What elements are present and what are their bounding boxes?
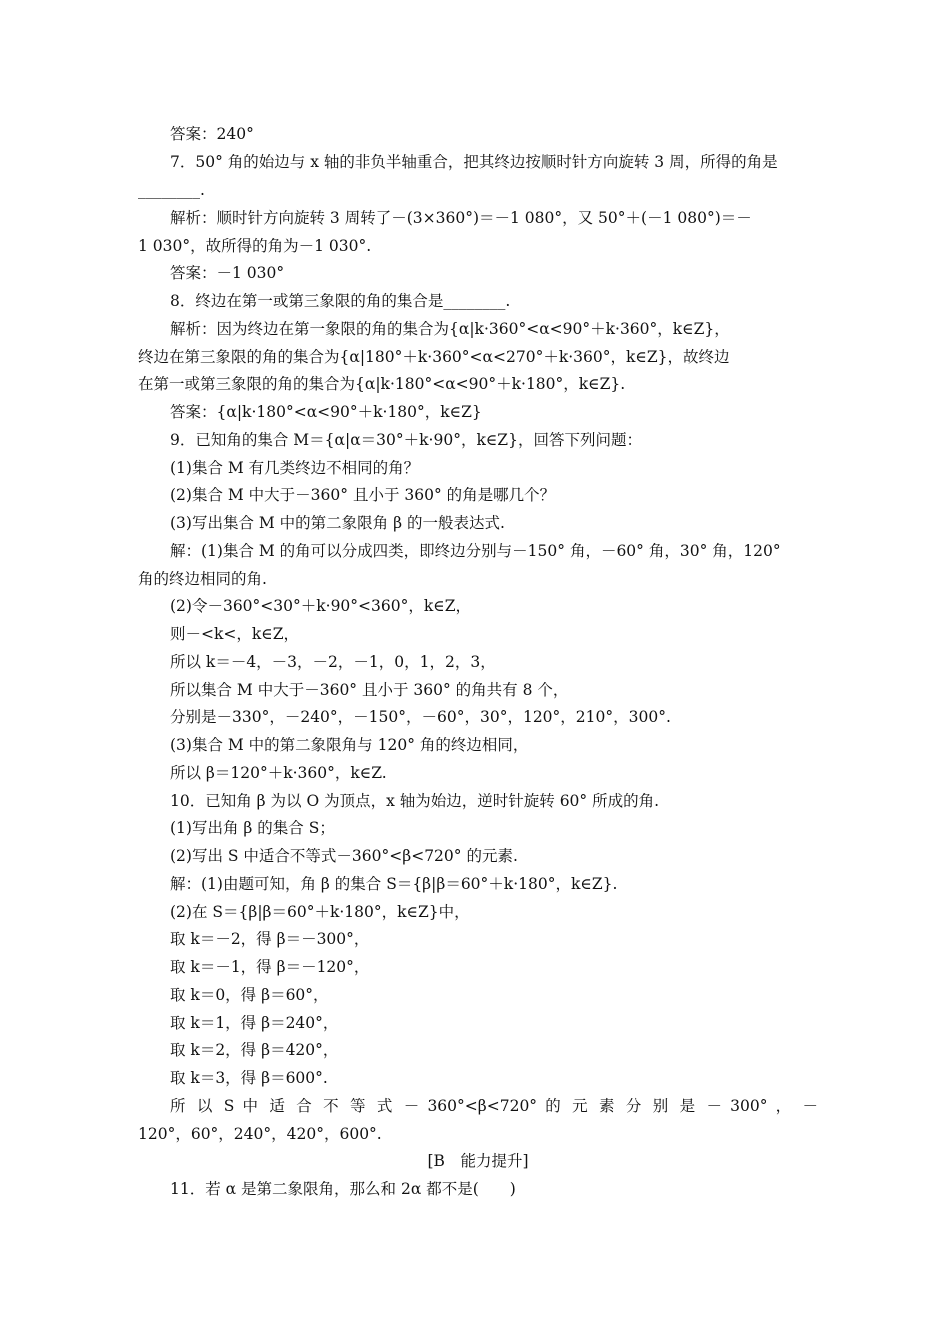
question-10: 10．已知角 β 为以 O 为顶点，x 轴为始边，逆时针旋转 60° 所成的角. bbox=[170, 792, 660, 810]
solution-9-3: (3)集合 M 中的第二象限角与 120° 角的终边相同， bbox=[170, 736, 529, 754]
solution-9-1-cont: 角的终边相同的角. bbox=[138, 570, 267, 588]
analysis-8: 解析：因为终边在第一象限的角的集合为{α|k·360°<α<90°＋k·360°，k∈Z}， bbox=[170, 320, 730, 338]
solution-9-1: 解：(1)集合 M 的角可以分成四类，即终边分别与－150° 角，－60° 角，30° 角，120° bbox=[170, 542, 781, 560]
solution-10-k-minus-1: 取 k＝－1，得 β＝－120°， bbox=[170, 958, 370, 976]
question-9: 9．已知角的集合 M＝{α|α＝30°＋k·90°，k∈Z}，回答下列问题： bbox=[170, 431, 642, 449]
solution-10-k-minus-2: 取 k＝－2，得 β＝－300°， bbox=[170, 930, 370, 948]
solution-10-conclusion: 所 以 S 中 适 合 不 等 式 － 360°<β<720° 的 元 素 分 别 是 － 300° ， － bbox=[170, 1097, 818, 1115]
solution-10-k-3: 取 k＝3，得 β＝600°. bbox=[170, 1069, 328, 1087]
analysis-8-cont-1: 终边在第三象限的角的集合为{α|180°＋k·360°<α<270°＋k·360°，k∈Z}，故终边 bbox=[138, 348, 730, 366]
answer-8: 答案：{α|k·180°<α<90°＋k·180°，k∈Z} bbox=[170, 403, 482, 421]
solution-10-conclusion-cont: 120°，60°，240°，420°，600°. bbox=[138, 1125, 382, 1143]
question-9-part-2: (2)集合 M 中大于－360° 且小于 360° 的角是哪几个？ bbox=[170, 486, 556, 504]
question-7-blank: ________. bbox=[138, 181, 205, 199]
solution-9-2-list: 分别是－330°，－240°，－150°，－60°，30°，120°，210°，300°. bbox=[170, 708, 671, 726]
section-heading: [B 能力提升] bbox=[427, 1152, 529, 1170]
solution-9-2-range: 则－<k<，k∈Z， bbox=[170, 625, 300, 643]
question-7: 7．50° 角的始边与 x 轴的非负半轴重合，把其终边按顺时针方向旋转 3 周，所得的角是 bbox=[170, 153, 778, 171]
analysis-7: 解析：顺时针方向旋转 3 周转了－(3×360°)＝－1 080°，又 50°＋(－1 080°)＝－ bbox=[170, 209, 752, 227]
analysis-8-cont-2: 在第一或第三象限的角的集合为{α|k·180°<α<90°＋k·180°，k∈Z}. bbox=[138, 375, 626, 393]
solution-9-3-result: 所以 β＝120°＋k·360°，k∈Z. bbox=[170, 764, 387, 782]
solution-9-2-count: 所以集合 M 中大于－360° 且小于 360° 的角共有 8 个， bbox=[170, 681, 569, 699]
question-10-part-1: (1)写出角 β 的集合 S； bbox=[170, 819, 335, 837]
solution-10-k-0: 取 k＝0，得 β＝60°， bbox=[170, 986, 329, 1004]
question-9-part-3: (3)写出集合 M 中的第二象限角 β 的一般表达式. bbox=[170, 514, 505, 532]
solution-10-k-2: 取 k＝2，得 β＝420°， bbox=[170, 1041, 339, 1059]
solution-10-1: 解：(1)由题可知，角 β 的集合 S＝{β|β＝60°＋k·180°，k∈Z}. bbox=[170, 875, 618, 893]
question-11: 11．若 α 是第二象限角，那么和 2α 都不是( ) bbox=[170, 1180, 516, 1198]
question-8: 8．终边在第一或第三象限的角的集合是________. bbox=[170, 292, 511, 310]
analysis-7-cont: 1 030°，故所得的角为－1 030°. bbox=[138, 237, 372, 255]
solution-9-2: (2)令－360°<30°＋k·90°<360°，k∈Z， bbox=[170, 597, 472, 615]
solution-10-2: (2)在 S＝{β|β＝60°＋k·180°，k∈Z}中， bbox=[170, 903, 470, 921]
solution-10-k-1: 取 k＝1，得 β＝240°， bbox=[170, 1014, 339, 1032]
solution-9-2-k-values: 所以 k＝－4，－3，－2，－1，0，1，2，3， bbox=[170, 653, 496, 671]
question-9-part-1: (1)集合 M 有几类终边不相同的角？ bbox=[170, 459, 420, 477]
question-10-part-2: (2)写出 S 中适合不等式－360°<β<720° 的元素. bbox=[170, 847, 518, 865]
answer-7: 答案：－1 030° bbox=[170, 264, 285, 282]
answer-6: 答案：240° bbox=[170, 125, 254, 143]
